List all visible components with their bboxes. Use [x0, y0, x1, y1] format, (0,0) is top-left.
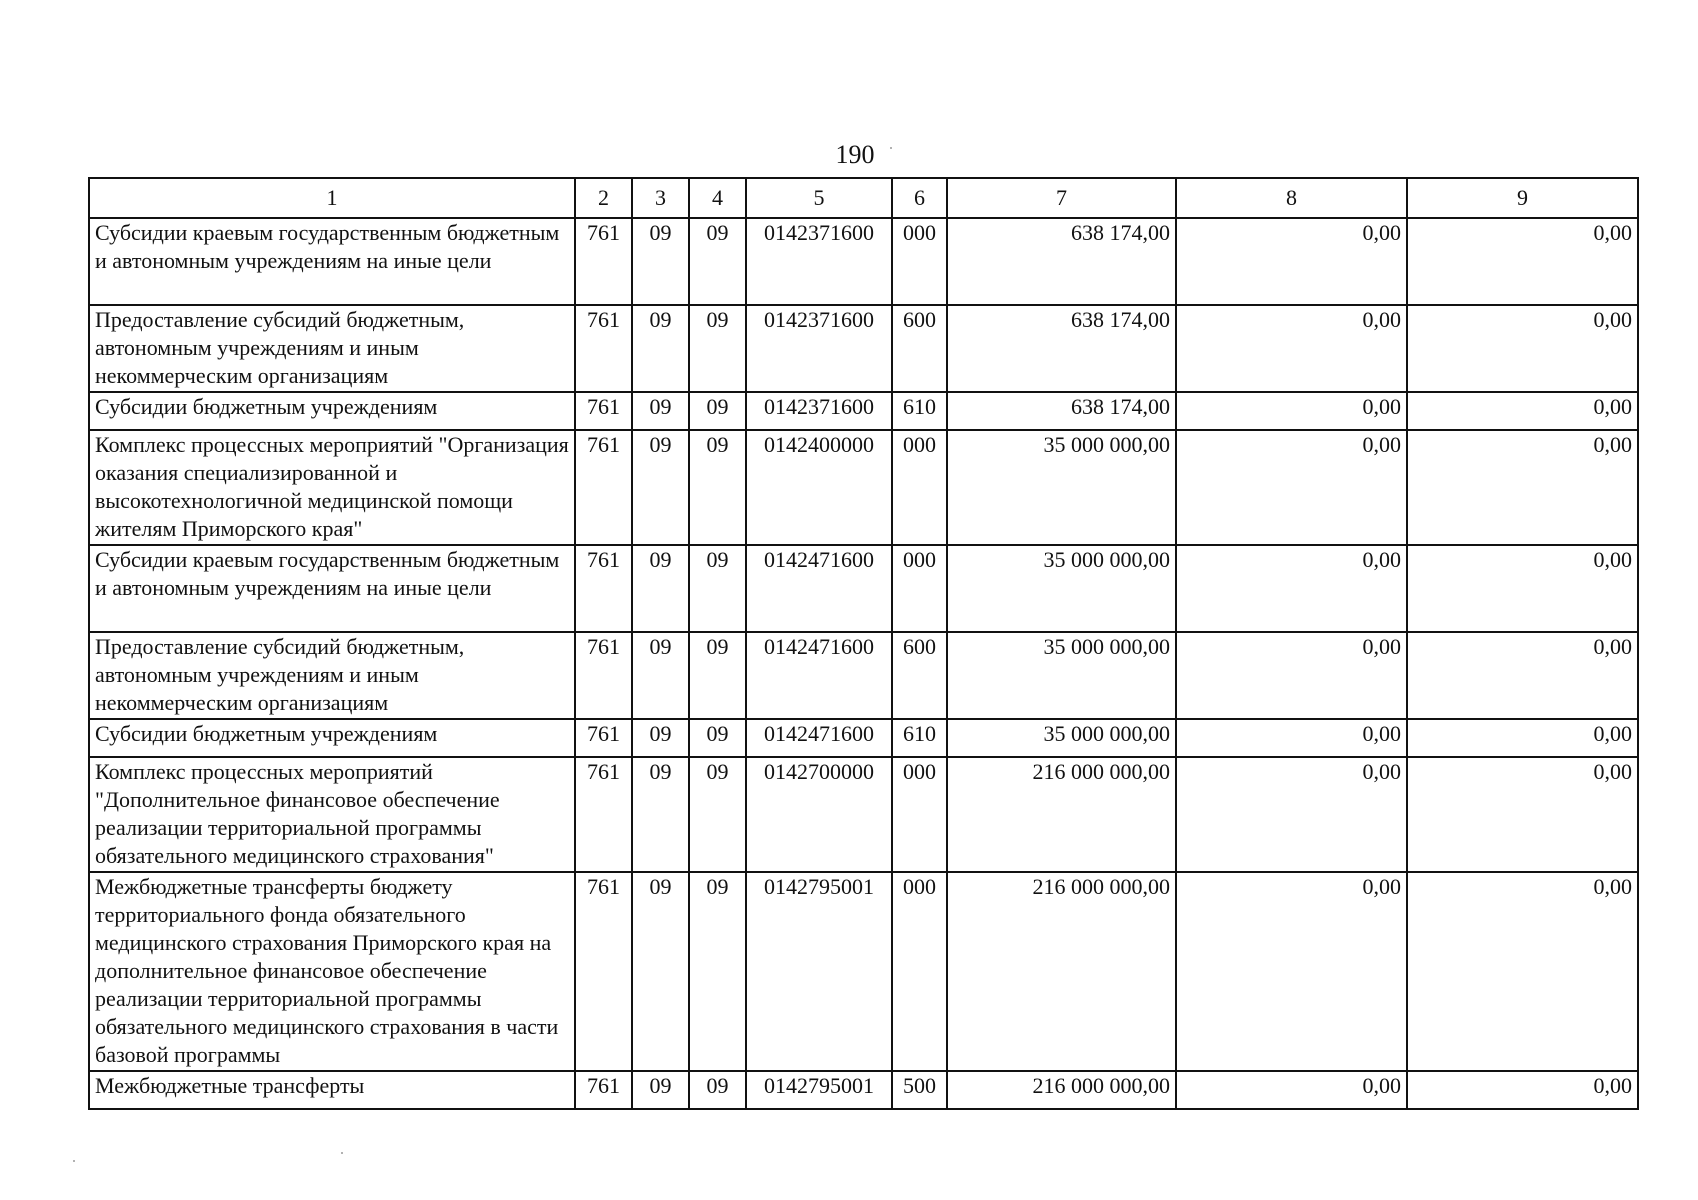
- cell-col-4: 09: [689, 305, 746, 392]
- cell-col-9: 0,00: [1407, 392, 1638, 430]
- cell-col-3: 09: [632, 218, 689, 305]
- cell-col-5: 0142400000: [746, 430, 892, 545]
- cell-col-2: 761: [575, 1071, 632, 1109]
- row-description: Предоставление субсидий бюджетным, автономным учреждениям и иным некоммерческим организациям: [89, 305, 575, 392]
- cell-col-3: 09: [632, 430, 689, 545]
- cell-col-6: 000: [892, 545, 947, 632]
- cell-col-8: 0,00: [1176, 430, 1407, 545]
- cell-col-5: 0142371600: [746, 392, 892, 430]
- cell-col-2: 761: [575, 392, 632, 430]
- cell-col-8: 0,00: [1176, 632, 1407, 719]
- table-row: [89, 757, 1638, 872]
- cell-col-9: 0,00: [1407, 757, 1638, 872]
- cell-col-9: 0,00: [1407, 872, 1638, 1071]
- scan-speck: [341, 1152, 343, 1154]
- cell-col-7: 35 000 000,00: [947, 632, 1176, 719]
- table-row: [89, 218, 1638, 305]
- column-header: 9: [1407, 178, 1638, 218]
- table-row: [89, 872, 1638, 1071]
- cell-col-2: 761: [575, 218, 632, 305]
- table-row: [89, 719, 1638, 757]
- cell-col-6: 000: [892, 218, 947, 305]
- cell-col-5: 0142471600: [746, 632, 892, 719]
- cell-col-2: 761: [575, 430, 632, 545]
- cell-col-3: 09: [632, 1071, 689, 1109]
- cell-col-3: 09: [632, 757, 689, 872]
- cell-col-2: 761: [575, 632, 632, 719]
- budget-table: [88, 177, 1639, 1110]
- cell-col-7: 35 000 000,00: [947, 719, 1176, 757]
- cell-col-2: 761: [575, 872, 632, 1071]
- scan-speck: [73, 1160, 75, 1162]
- cell-col-7: 216 000 000,00: [947, 757, 1176, 872]
- cell-col-7: 638 174,00: [947, 305, 1176, 392]
- cell-col-3: 09: [632, 632, 689, 719]
- cell-col-9: 0,00: [1407, 719, 1638, 757]
- cell-col-4: 09: [689, 757, 746, 872]
- cell-col-7: 35 000 000,00: [947, 545, 1176, 632]
- cell-col-9: 0,00: [1407, 430, 1638, 545]
- row-description: Предоставление субсидий бюджетным, автономным учреждениям и иным некоммерческим организациям: [89, 632, 575, 719]
- cell-col-7: 216 000 000,00: [947, 872, 1176, 1071]
- cell-col-8: 0,00: [1176, 872, 1407, 1071]
- row-description: Субсидии краевым государственным бюджетным и автономным учреждениям на иные цели: [89, 218, 575, 305]
- table-row: [89, 392, 1638, 430]
- cell-col-6: 000: [892, 430, 947, 545]
- column-header: 1: [89, 178, 575, 218]
- row-description: Субсидии бюджетным учреждениям: [89, 392, 575, 430]
- table-row: [89, 305, 1638, 392]
- cell-col-9: 0,00: [1407, 218, 1638, 305]
- cell-col-8: 0,00: [1176, 392, 1407, 430]
- table-row: [89, 545, 1638, 632]
- row-description: Комплекс процессных мероприятий "Дополнительное финансовое обеспечение реализации территориальной программы обязательного медицинского страхования": [89, 757, 575, 872]
- cell-col-4: 09: [689, 392, 746, 430]
- header-row: [89, 178, 1638, 218]
- cell-col-5: 0142371600: [746, 218, 892, 305]
- cell-col-6: 600: [892, 305, 947, 392]
- row-description: Комплекс процессных мероприятий "Организация оказания специализированной и высокотехнологичной медицинской помощи жителям Приморского края": [89, 430, 575, 545]
- cell-col-6: 000: [892, 757, 947, 872]
- cell-col-6: 610: [892, 392, 947, 430]
- cell-col-3: 09: [632, 305, 689, 392]
- row-description: Межбюджетные трансферты: [89, 1071, 575, 1109]
- cell-col-6: 610: [892, 719, 947, 757]
- cell-col-9: 0,00: [1407, 305, 1638, 392]
- cell-col-7: 216 000 000,00: [947, 1071, 1176, 1109]
- column-header: 7: [947, 178, 1176, 218]
- table-row: [89, 430, 1638, 545]
- cell-col-2: 761: [575, 757, 632, 872]
- column-header: 3: [632, 178, 689, 218]
- cell-col-8: 0,00: [1176, 719, 1407, 757]
- cell-col-4: 09: [689, 632, 746, 719]
- cell-col-4: 09: [689, 218, 746, 305]
- cell-col-3: 09: [632, 872, 689, 1071]
- cell-col-8: 0,00: [1176, 1071, 1407, 1109]
- cell-col-3: 09: [632, 719, 689, 757]
- cell-col-4: 09: [689, 430, 746, 545]
- cell-col-3: 09: [632, 545, 689, 632]
- cell-col-2: 761: [575, 305, 632, 392]
- cell-col-4: 09: [689, 545, 746, 632]
- row-description: Субсидии бюджетным учреждениям: [89, 719, 575, 757]
- cell-col-5: 0142371600: [746, 305, 892, 392]
- cell-col-4: 09: [689, 719, 746, 757]
- cell-col-5: 0142795001: [746, 872, 892, 1071]
- cell-col-8: 0,00: [1176, 305, 1407, 392]
- cell-col-4: 09: [689, 872, 746, 1071]
- cell-col-7: 638 174,00: [947, 392, 1176, 430]
- cell-col-5: 0142471600: [746, 545, 892, 632]
- column-header: 5: [746, 178, 892, 218]
- cell-col-4: 09: [689, 1071, 746, 1109]
- cell-col-6: 000: [892, 872, 947, 1071]
- cell-col-6: 600: [892, 632, 947, 719]
- cell-col-8: 0,00: [1176, 757, 1407, 872]
- cell-col-9: 0,00: [1407, 545, 1638, 632]
- column-header: 4: [689, 178, 746, 218]
- cell-col-8: 0,00: [1176, 218, 1407, 305]
- cell-col-2: 761: [575, 545, 632, 632]
- table-row: [89, 1071, 1638, 1109]
- row-description: Субсидии краевым государственным бюджетным и автономным учреждениям на иные цели: [89, 545, 575, 632]
- cell-col-7: 35 000 000,00: [947, 430, 1176, 545]
- cell-col-5: 0142471600: [746, 719, 892, 757]
- cell-col-5: 0142700000: [746, 757, 892, 872]
- scan-speck: [890, 147, 892, 149]
- cell-col-9: 0,00: [1407, 632, 1638, 719]
- cell-col-7: 638 174,00: [947, 218, 1176, 305]
- cell-col-8: 0,00: [1176, 545, 1407, 632]
- cell-col-9: 0,00: [1407, 1071, 1638, 1109]
- column-header: 2: [575, 178, 632, 218]
- page-number: 190: [835, 140, 875, 169]
- cell-col-2: 761: [575, 719, 632, 757]
- cell-col-5: 0142795001: [746, 1071, 892, 1109]
- column-header: 6: [892, 178, 947, 218]
- cell-col-3: 09: [632, 392, 689, 430]
- table-row: [89, 632, 1638, 719]
- cell-col-6: 500: [892, 1071, 947, 1109]
- row-description: Межбюджетные трансферты бюджету территориального фонда обязательного медицинского страхования Приморского края на дополнительное финансовое обеспечение реализации территориальной программы обязательного медицинского страхования в части базовой программы: [89, 872, 575, 1071]
- column-header: 8: [1176, 178, 1407, 218]
